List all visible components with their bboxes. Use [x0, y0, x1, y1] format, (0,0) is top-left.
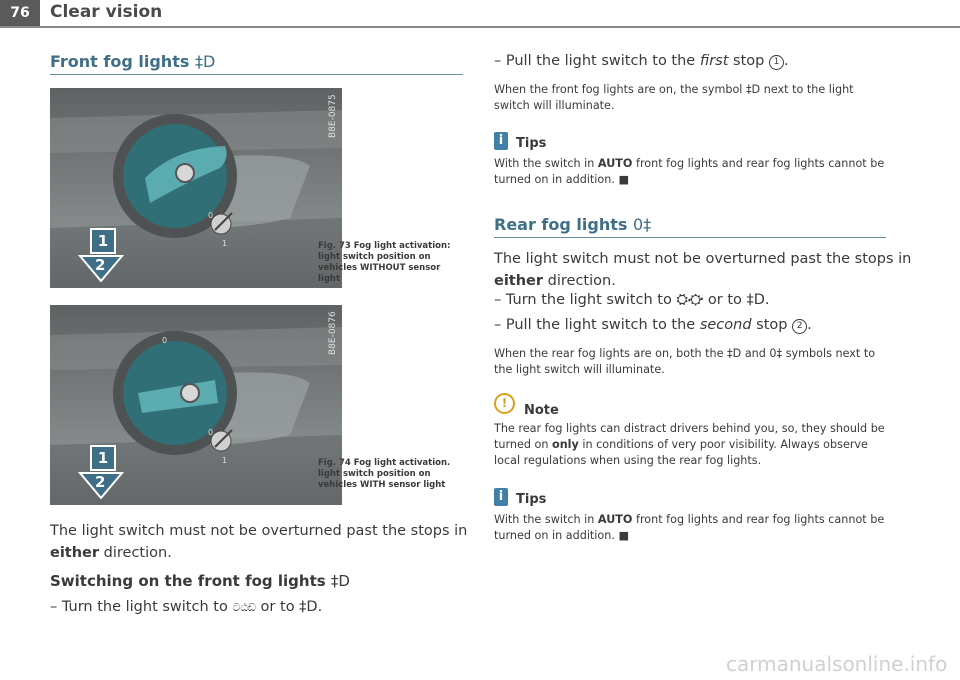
chapter-title: Clear vision [50, 2, 163, 22]
rear-step-turn: – Turn the light switch to ⛭⛮ or to ‡D. [494, 292, 770, 308]
tips-heading-1: Tips [516, 136, 547, 151]
switching-symbol: ‡D [330, 572, 350, 590]
rear-on-text: When the rear fog lights are on, both the ‡D and 0‡ symbols next to the light switch will illuminate. [494, 347, 876, 376]
front-step-pull-text: – Pull the light switch to the [494, 53, 700, 69]
front-fog-symbol: ‡D [194, 52, 216, 71]
note-text-bold: only [552, 438, 579, 451]
note-text-b: in conditions of very poor visibility. Always observe local regulations when using the rear fog lights. [494, 438, 868, 467]
dial-label-zero-74: 0 [208, 428, 214, 437]
rear-overturn-end: direction. [543, 273, 616, 289]
tips-text-1-a: With the switch in [494, 157, 598, 170]
position-badge-2-73 [78, 254, 124, 282]
stop-1-marker: 1 [769, 55, 784, 70]
tips-text-2-bold: AUTO [597, 513, 633, 526]
front-step-pull [494, 50, 789, 72]
figure-73-caption: Fig. 73 Fog light activation: light switch position on vehicles WITHOUT sensor light [318, 241, 451, 284]
parking-light-symbol: ටඨඩ [232, 601, 256, 614]
front-step-pull-stop: stop [728, 53, 769, 69]
rear-step-pull-text: – Pull the light switch to the [494, 317, 700, 333]
rear-overturn-bold: either [494, 273, 544, 289]
warning-note-icon: ! [494, 393, 515, 414]
rear-step-pull-end: . [807, 317, 812, 333]
switching-title: Switching on the front fog lights [50, 572, 326, 590]
rear-fog-rule [494, 237, 886, 238]
note-text-a: The rear fog lights can distract drivers behind you, so, they should be turned on [494, 422, 885, 451]
figure-code-74: B8E-0876 [328, 311, 338, 355]
figure-73 [50, 88, 342, 288]
front-step-turn-text: – Turn the light switch to [50, 599, 233, 615]
tips-text-2-b: front fog lights and rear fog lights cannot be turned on in addition. ■ [494, 513, 885, 542]
figure-code-73: B8E-0875 [328, 94, 338, 138]
position-badge-2-74 [78, 471, 124, 499]
position-badge-1-73: 1 [90, 228, 116, 254]
tips-icon-2: i [494, 488, 508, 506]
front-step-pull-end: . [783, 53, 789, 69]
switching-heading [50, 572, 350, 590]
tips-text-1-bold: AUTO [597, 157, 633, 170]
header-rule [0, 26, 960, 28]
tips-text-2-a: With the switch in [494, 513, 598, 526]
position-badge-2-74-label: 2 [95, 473, 106, 491]
dial-label-zero-top-74: 0 [162, 336, 168, 345]
front-fog-rule [50, 74, 463, 75]
overturn-text: The light switch must not be overturned past the stops in [50, 523, 468, 539]
rear-step-pull-stop: stop [751, 317, 793, 333]
tips-text-2 [494, 512, 894, 544]
watermark: carmanualsonline.info [726, 652, 948, 676]
front-fog-heading [50, 52, 215, 71]
note-heading: Note [524, 403, 559, 418]
figure-74 [50, 305, 342, 505]
figure-74-caption: Fig. 74 Fog light activation. light switch position on vehicles WITH sensor light [318, 458, 451, 490]
rear-step-pull-em: second [699, 317, 752, 333]
front-step-turn-or: or to [255, 599, 300, 615]
stop-2-marker: 2 [792, 319, 807, 334]
front-step-turn [50, 596, 322, 619]
front-fog-title: Front fog lights [50, 52, 190, 71]
position-badge-2-73-label: 2 [95, 256, 106, 274]
front-step-turn-end: . [317, 599, 323, 615]
tips-icon: i [494, 132, 508, 150]
rear-fog-symbol: 0‡ [632, 215, 652, 234]
front-on-text: When the front fog lights are on, the symbol ‡D next to the light switch will illuminate. [494, 83, 854, 112]
tips-text-1-b: front fog lights and rear fog lights cannot be turned on in addition. ■ [494, 157, 885, 186]
rear-overturn-text: The light switch must not be overturned past the stops in [494, 251, 912, 267]
headlight-symbol: ‡D [299, 599, 318, 615]
position-badge-1-74: 1 [90, 445, 116, 471]
note-text [494, 421, 886, 469]
tips-heading-2: Tips [516, 492, 547, 507]
page-number: 76 [0, 0, 40, 26]
dial-label-zero-73: 0 [208, 211, 214, 220]
rear-step-pull [494, 314, 812, 336]
overturn-bold: either [50, 545, 100, 561]
rear-fog-title: Rear fog lights [494, 215, 628, 234]
dial-label-one-74: 1 [222, 456, 228, 465]
front-step-pull-em: first [699, 53, 729, 69]
overturn-paragraph [50, 520, 470, 564]
dial-label-one-73: 1 [222, 239, 228, 248]
rear-fog-heading [494, 215, 651, 234]
rear-overturn-paragraph [494, 248, 914, 292]
tips-text-1 [494, 156, 894, 188]
overturn-end: direction. [99, 545, 172, 561]
